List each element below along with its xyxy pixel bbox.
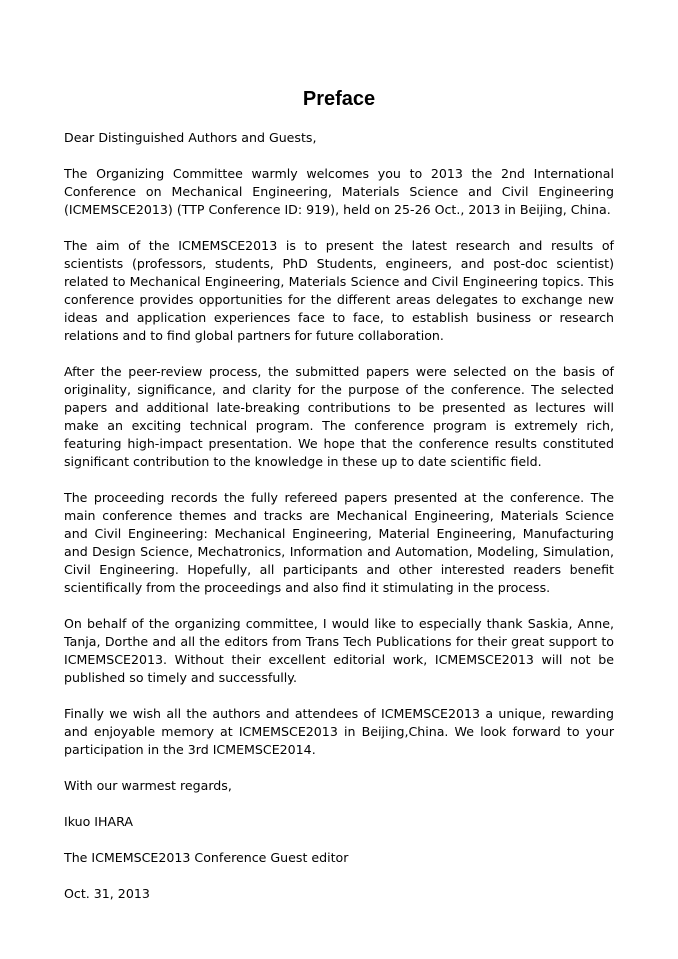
signature-role: The ICMEMSCE2013 Conference Guest editor bbox=[64, 850, 349, 865]
date: Oct. 31, 2013 bbox=[64, 886, 150, 901]
signature-name: Ikuo IHARA bbox=[64, 814, 133, 829]
preface-body bbox=[64, 129, 614, 921]
closing: With our warmest regards, bbox=[64, 778, 232, 793]
page-title: Preface bbox=[302, 88, 376, 110]
greeting: Dear Distinguished Authors and Guests, bbox=[64, 130, 317, 145]
paragraph-thanks: On behalf of the organizing committee, I would like to especially thank Saskia, Anne, Tanja, Dorthe and all the editors from Trans Tech Publications for their great support to ICMEMSCE2013. Without their excellent editorial work, ICMEMSCE2013 will not be published so timely and successfully. bbox=[64, 616, 614, 685]
paragraph-welcome: The Organizing Committee warmly welcomes you to 2013 the 2nd International Conference on Mechanical Engineering, Materials Science and Civil Engineering (ICMEMSCE2013) (TTP Conference ID: 919), held on 25-26 Oct., 2013 in Beijing, China. bbox=[64, 166, 614, 217]
paragraph-aim: The aim of the ICMEMSCE2013 is to present the latest research and results of scientists (professors, students, PhD Students, engineers, and post-doc scientist) related to Mechanical Engineering, Materials Science and Civil Engineering topics. This conference provides opportunities for the different areas delegates to exchange new ideas and application experiences face to face, to establish business or research relations and to find global partners for future collaboration. bbox=[64, 238, 614, 343]
paragraph-proceedings: The proceeding records the fully refereed papers presented at the conference. The main conference themes and tracks are Mechanical Engineering, Materials Science and Civil Engineering: Mechanical Engineering, Material Engineering, Manufacturing and Design Science, Mechatronics, Information and Automation, Modeling, Simulation, Civil Engineering. Hopefully, all participants and other interested readers benefit scientifically from the proceedings and also find it stimulating in the process. bbox=[64, 490, 614, 595]
paragraph-review: After the peer-review process, the submitted papers were selected on the basis of originality, significance, and clarity for the purpose of the conference. The selected papers and additional late-breaking contributions to be presented as lectures will make an exciting technical program. The conference program is extremely rich, featuring high-impact presentation. We hope that the conference results constituted significant contribution to the knowledge in these up to date scientific field. bbox=[64, 364, 614, 469]
paragraph-wishes: Finally we wish all the authors and attendees of ICMEMSCE2013 a unique, rewarding and enjoyable memory at ICMEMSCE2013 in Beijing,China. We look forward to your participation in the 3rd ICMEMSCE2014. bbox=[64, 706, 614, 757]
